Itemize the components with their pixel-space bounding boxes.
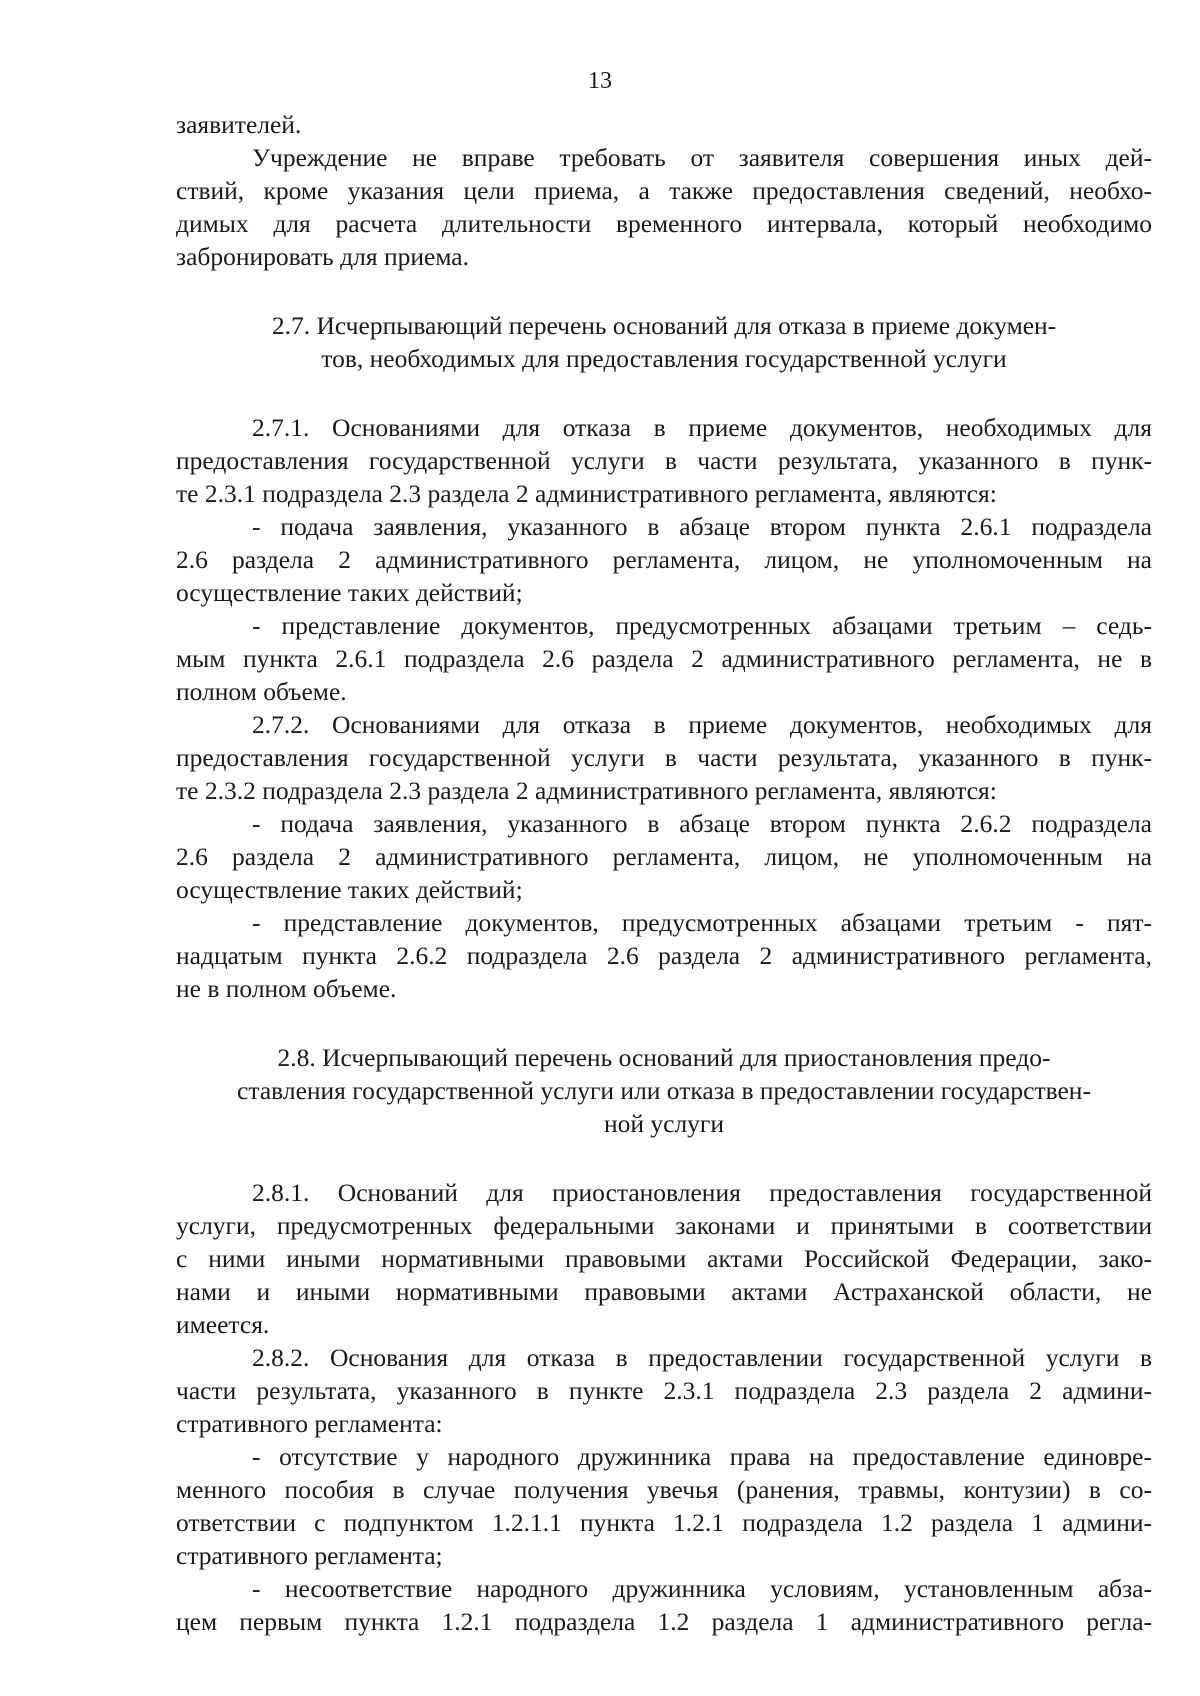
text-line: 2.6 раздела 2 административного регламента, лицом, не уполномоченным на [176, 842, 1152, 871]
text-line: 2.8.1. Оснований для приостановления предоставления государственной [252, 1178, 1152, 1207]
text-line: димых для расчета длительности временного интервала, который необходимо [176, 209, 1152, 238]
text-line: - представление документов, предусмотренных абзацами третьим – седь- [252, 611, 1152, 640]
text-line: забронировать для приема. [176, 242, 469, 271]
spacer [176, 1140, 1152, 1176]
text-line: услуги, предусмотренных федеральными законами и принятыми в соответствии [176, 1211, 1152, 1240]
spacer [176, 1005, 1152, 1041]
text-line: - представление документов, предусмотренных абзацами третьим - пят- [252, 908, 1152, 937]
text-line: части результата, указанного в пункте 2.3.1 подраздела 2.3 раздела 2 админи- [176, 1376, 1152, 1405]
text-line: цем первым пункта 1.2.1 подраздела 1.2 раздела 1 административного регла- [176, 1607, 1152, 1636]
text-line: осуществление таких действий; [176, 578, 523, 607]
section-heading-line: 2.7. Исчерпывающий перечень оснований для отказа в приеме докумен- [271, 311, 1057, 340]
text-line: стративного регламента; [176, 1541, 443, 1570]
text-line: - отсутствие у народного дружинника права на предоставление единовре- [252, 1442, 1152, 1471]
text-line: менного пособия в случае получения увечья (ранения, травмы, контузии) в со- [176, 1475, 1152, 1504]
document-body [176, 108, 1152, 1638]
text-line: полном объеме. [176, 677, 347, 706]
text-line: - подача заявления, указанного в абзаце втором пункта 2.6.1 подраздела [252, 512, 1152, 541]
text-line: ответствии с подпунктом 1.2.1.1 пункта 1.2.1 подраздела 1.2 раздела 1 админи- [176, 1508, 1152, 1537]
text-line: 2.6 раздела 2 административного регламента, лицом, не уполномоченным на [176, 545, 1152, 574]
text-line: надцатым пункта 2.6.2 подраздела 2.6 раздела 2 административного регламента, [176, 941, 1152, 970]
text-line: 2.7.1. Основаниями для отказа в приеме документов, необходимых для [252, 413, 1152, 442]
text-line: осуществление таких действий; [176, 875, 523, 904]
section-heading-line: тов, необходимых для предоставления государственной услуги [321, 344, 1007, 373]
text-line: - несоответствие народного дружинника условиям, установленным абза- [252, 1574, 1152, 1603]
text-line: предоставления государственной услуги в части результата, указанного в пунк- [176, 743, 1152, 772]
text-line: заявителей. [176, 110, 302, 139]
text-line: не в полном объеме. [176, 974, 397, 1003]
text-line: те 2.3.1 подраздела 2.3 раздела 2 административного регламента, являются: [176, 479, 997, 508]
page-number: 13 [588, 68, 612, 94]
text-line: 2.8.2. Основания для отказа в предоставлении государственной услуги в [252, 1343, 1152, 1372]
text-line: 2.7.2. Основаниями для отказа в приеме документов, необходимых для [252, 710, 1152, 739]
section-heading-line: 2.8. Исчерпывающий перечень оснований для приостановления предо- [277, 1043, 1051, 1072]
text-line: с ними иными нормативными правовыми актами Российской Федерации, зако- [176, 1244, 1152, 1273]
text-line: предоставления государственной услуги в части результата, указанного в пунк- [176, 446, 1152, 475]
spacer [176, 273, 1152, 309]
section-heading-line: ной услуги [603, 1109, 725, 1138]
text-line: ствий, кроме указания цели приема, а также предоставления сведений, необхо- [176, 176, 1152, 205]
spacer [176, 375, 1152, 411]
text-line: - подача заявления, указанного в абзаце втором пункта 2.6.2 подраздела [252, 809, 1152, 838]
text-line: Учреждение не вправе требовать от заявителя совершения иных дей- [252, 143, 1152, 172]
text-line: нами и иными нормативными правовыми актами Астраханской области, не [176, 1277, 1152, 1306]
text-line: мым пункта 2.6.1 подраздела 2.6 раздела 2 административного регламента, не в [176, 644, 1152, 673]
text-line: стративного регламента: [176, 1409, 443, 1438]
text-line: те 2.3.2 подраздела 2.3 раздела 2 административного регламента, являются: [176, 776, 997, 805]
text-line: имеется. [176, 1310, 270, 1339]
section-heading-line: ставления государственной услуги или отказа в предоставлении государствен- [237, 1076, 1091, 1105]
